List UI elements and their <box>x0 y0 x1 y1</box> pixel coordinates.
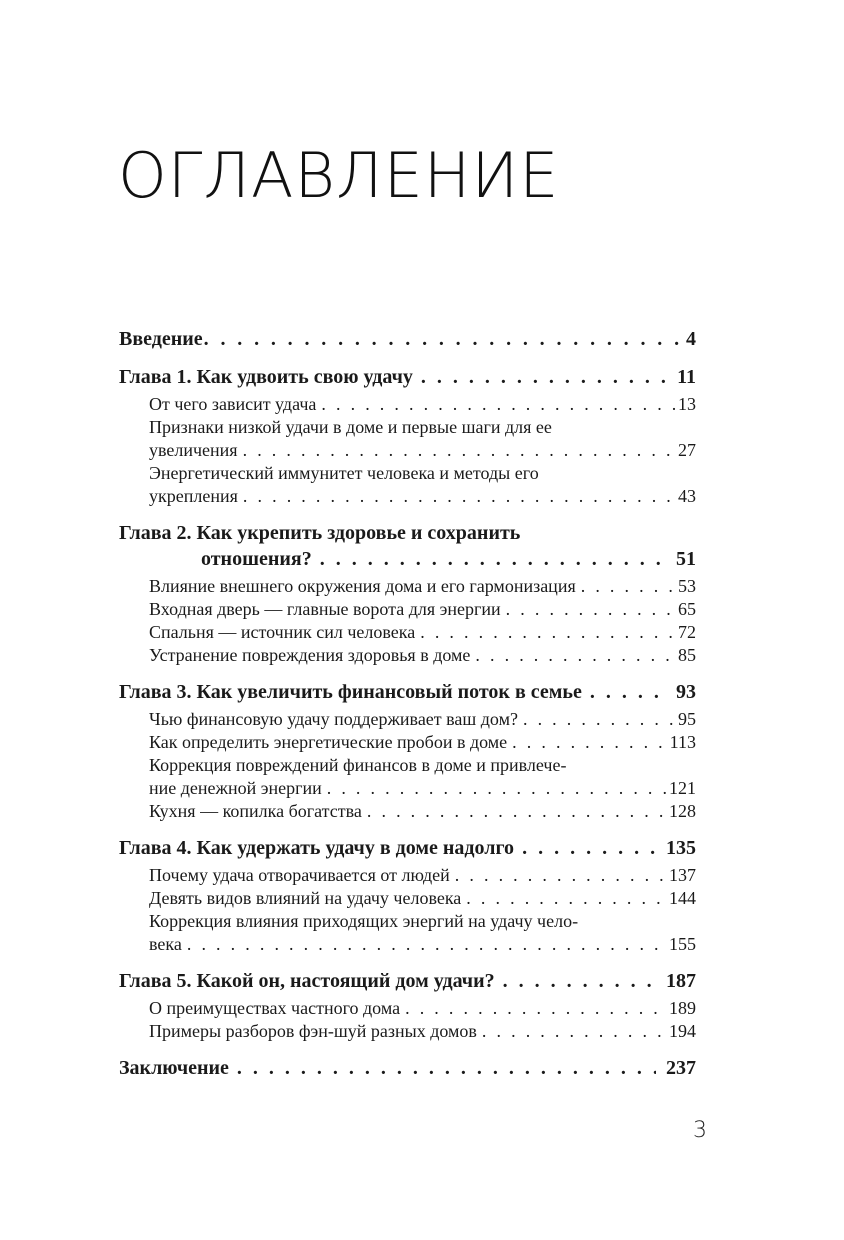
dot-leader <box>421 364 667 390</box>
toc-entry-conclusion[interactable] <box>119 1055 696 1081</box>
toc-subentry-page: 43 <box>678 486 696 506</box>
toc-subentry-title: укрепления <box>149 486 238 506</box>
toc-subentry[interactable] <box>149 462 696 508</box>
toc-subentry-page: 121 <box>669 778 696 798</box>
dot-leader <box>482 1020 666 1043</box>
dot-leader <box>581 575 675 598</box>
toc-chapter-1[interactable] <box>119 364 696 390</box>
toc-entry-page: 4 <box>686 328 696 350</box>
toc-chapter-title: Глава 1. Как удвоить свою удачу <box>119 366 413 388</box>
toc-subentry-title: Спальня — источник сил человека <box>149 622 416 642</box>
toc-chapter-page: 93 <box>676 681 696 703</box>
toc-subentry-title: века <box>149 934 182 954</box>
toc-subentry-title: Кухня — копилка богатства <box>149 801 362 821</box>
toc-chapter-title: Глава 5. Какой он, настоящий дом удачи? <box>119 970 495 992</box>
toc-subentry-title: От чего зависит удача <box>149 394 317 414</box>
dot-leader <box>455 864 666 887</box>
toc-subentry-page: 72 <box>678 622 696 642</box>
dot-leader <box>243 485 675 508</box>
toc-subentry[interactable] <box>149 1020 696 1043</box>
toc-subentry[interactable] <box>149 708 696 731</box>
toc-chapter-3[interactable] <box>119 679 696 705</box>
toc-subentry-title: О преимуществах частного дома <box>149 998 401 1018</box>
toc-subentry[interactable] <box>149 393 696 416</box>
dot-leader <box>522 835 656 861</box>
toc-subentry-title: Примеры разборов фэн-шуй разных домов <box>149 1021 477 1041</box>
dot-leader <box>590 679 666 705</box>
toc-subentry-page: 137 <box>669 865 696 885</box>
toc-subentry[interactable] <box>149 416 696 462</box>
toc-subentry-page: 65 <box>678 599 696 619</box>
toc-entry-title: Заключение <box>119 1057 229 1079</box>
dot-leader <box>405 997 666 1020</box>
dot-leader <box>367 800 666 823</box>
dot-leader <box>420 621 675 644</box>
toc-subentry-title: Как определить энергетические пробои в доме <box>149 732 508 752</box>
toc-subentry-title: Девять видов влияний на удачу человека <box>149 888 462 908</box>
toc-subentry-page: 113 <box>669 732 696 752</box>
page-title: ОГЛАВЛЕНИЕ <box>118 139 560 212</box>
dot-leader <box>187 933 666 956</box>
toc-chapter-page: 135 <box>666 837 696 859</box>
toc-subentry[interactable] <box>149 575 696 598</box>
dot-leader <box>321 393 675 416</box>
toc-subentry[interactable] <box>149 887 696 910</box>
toc-subentry-page: 27 <box>678 440 696 460</box>
toc-entry-page: 237 <box>666 1057 696 1079</box>
toc-subentry[interactable] <box>149 621 696 644</box>
toc-entry-intro[interactable] <box>119 326 696 352</box>
toc-subentry-title: ние денежной энергии <box>149 778 322 798</box>
toc-subentry-title: Входная дверь — главные ворота для энергии <box>149 599 501 619</box>
toc-chapter-title: Глава 3. Как увеличить финансовый поток в семье <box>119 681 582 703</box>
toc-subentry-title: Влияние внешнего окружения дома и его гармонизация <box>149 576 576 596</box>
toc-subentry-page: 194 <box>669 1021 696 1041</box>
toc-subentry-page: 155 <box>669 934 696 954</box>
toc-subentry[interactable] <box>149 598 696 621</box>
toc-chapter-page: 11 <box>677 366 696 388</box>
dot-leader <box>506 598 675 621</box>
toc-subentry-page: 128 <box>669 801 696 821</box>
toc-subentry-title: Устранение повреждения здоровья в доме <box>149 645 471 665</box>
toc-subentry[interactable] <box>149 754 696 800</box>
dot-leader <box>204 326 685 352</box>
dot-leader <box>327 777 666 800</box>
toc-subentry-title-line: Коррекция повреждений финансов в доме и привлече- <box>149 755 567 775</box>
toc-chapter-page: 51 <box>676 548 696 570</box>
dot-leader <box>523 708 675 731</box>
dot-leader <box>512 731 666 754</box>
toc-subentry-title: увеличения <box>149 440 238 460</box>
toc-chapter-2[interactable] <box>119 520 696 572</box>
toc-subentry[interactable] <box>149 910 696 956</box>
toc-chapter-title: Глава 4. Как удержать удачу в доме надолго <box>119 837 515 859</box>
toc-subentry-page: 144 <box>669 888 696 908</box>
table-of-contents <box>119 326 696 1081</box>
toc-subentry-page: 95 <box>678 709 696 729</box>
dot-leader <box>237 1055 656 1081</box>
toc-entry-title: Введение <box>119 328 203 350</box>
toc-subentry-page: 13 <box>678 394 696 414</box>
dot-leader <box>475 644 675 667</box>
dot-leader <box>503 968 656 994</box>
toc-subentry-title-line: Признаки низкой удачи в доме и первые шаги для ее <box>149 417 552 437</box>
toc-subentry[interactable] <box>149 644 696 667</box>
toc-subentry-title: Чью финансовую удачу поддерживает ваш дом? <box>149 709 518 729</box>
toc-subentry-page: 189 <box>669 998 696 1018</box>
toc-chapter-5[interactable] <box>119 968 696 994</box>
toc-chapter-page: 187 <box>666 970 696 992</box>
toc-subentry[interactable] <box>149 864 696 887</box>
toc-chapter-title-line: Глава 2. Как укрепить здоровье и сохранить <box>119 522 521 544</box>
toc-chapter-4[interactable] <box>119 835 696 861</box>
toc-chapter-title: отношения? <box>201 548 312 570</box>
toc-subentry-title-line: Коррекция влияния приходящих энергий на удачу чело- <box>149 911 579 931</box>
dot-leader <box>320 546 666 572</box>
page-number: 3 <box>693 1118 707 1143</box>
toc-subentry-page: 53 <box>678 576 696 596</box>
toc-subentry-title: Почему удача отворачивается от людей <box>149 865 450 885</box>
toc-subentry-title-line: Энергетический иммунитет человека и методы его <box>149 463 539 483</box>
toc-subentry[interactable] <box>149 997 696 1020</box>
toc-subentry[interactable] <box>149 731 696 754</box>
toc-subentry-page: 85 <box>678 645 696 665</box>
dot-leader <box>243 439 675 462</box>
dot-leader <box>466 887 666 910</box>
toc-subentry[interactable] <box>149 800 696 823</box>
